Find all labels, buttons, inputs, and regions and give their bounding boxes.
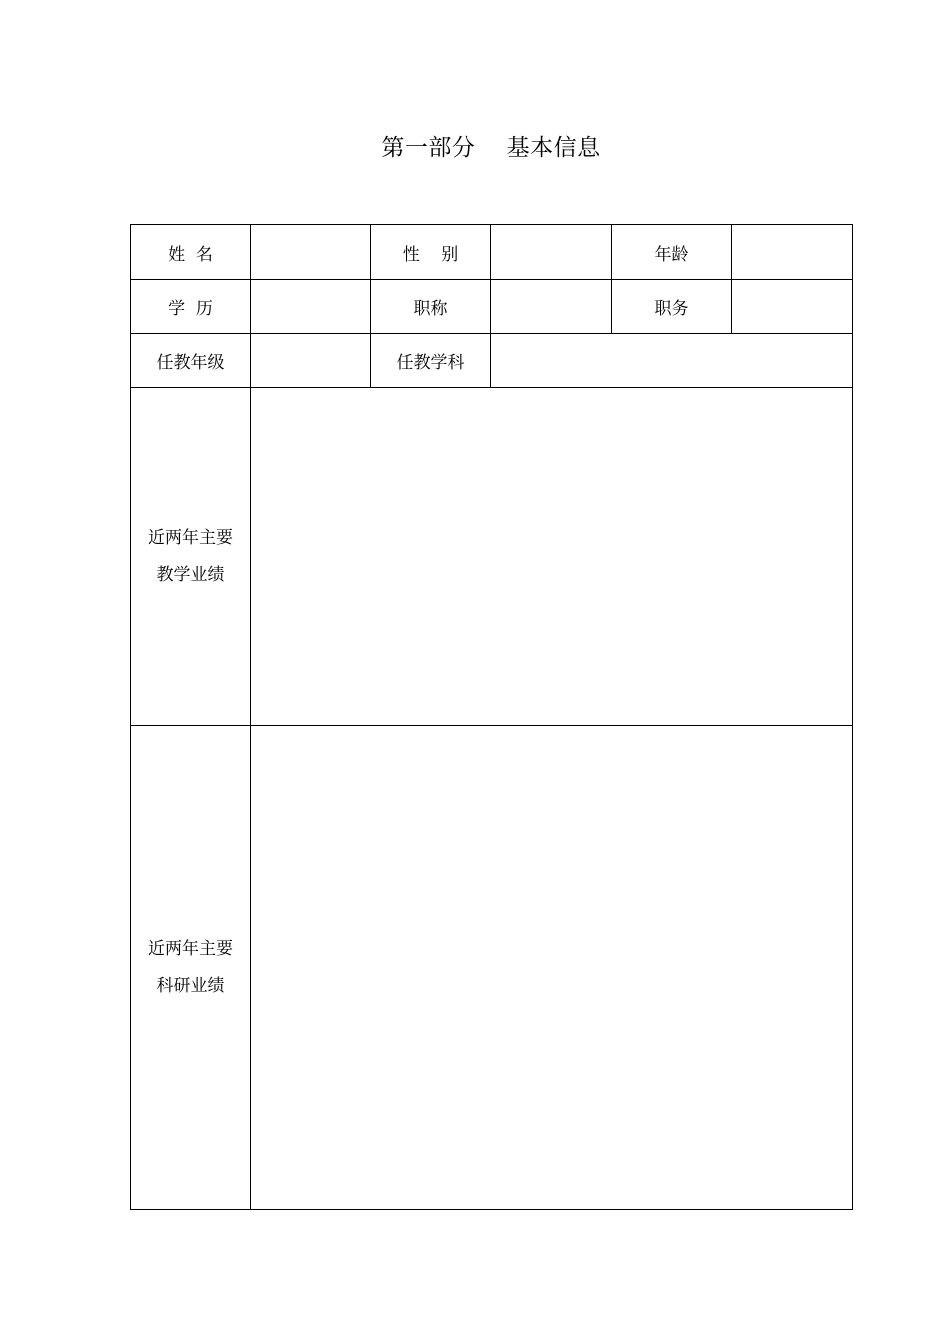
name-label: 姓 名 bbox=[131, 225, 251, 280]
teaching-achievements-field[interactable] bbox=[251, 388, 853, 726]
teaching-achievements-label bbox=[131, 388, 251, 726]
table-row bbox=[131, 726, 853, 1210]
age-label: 年龄 bbox=[612, 225, 732, 280]
gender-field[interactable] bbox=[491, 225, 612, 280]
research-achievements-label-line1: 近两年主要 bbox=[148, 938, 233, 959]
teaching-subject-field[interactable] bbox=[491, 334, 853, 388]
education-field[interactable] bbox=[251, 280, 371, 334]
research-achievements-field[interactable] bbox=[251, 726, 853, 1210]
position-field[interactable] bbox=[732, 280, 853, 334]
teaching-achievements-label-line1: 近两年主要 bbox=[148, 527, 233, 548]
professional-title-label: 职称 bbox=[371, 280, 491, 334]
page-title: 第一部分 基本信息 bbox=[381, 135, 601, 161]
teaching-subject-label: 任教学科 bbox=[371, 334, 491, 388]
table-row bbox=[131, 334, 853, 388]
gender-label: 性 别 bbox=[371, 225, 491, 280]
professional-title-field[interactable] bbox=[491, 280, 612, 334]
teaching-grade-field[interactable] bbox=[251, 334, 371, 388]
teaching-grade-label: 任教年级 bbox=[131, 334, 251, 388]
research-achievements-label-line2: 科研业绩 bbox=[156, 975, 225, 996]
research-achievements-label bbox=[131, 726, 251, 1210]
education-label: 学 历 bbox=[131, 280, 251, 334]
table-row bbox=[131, 388, 853, 726]
basic-info-table bbox=[130, 224, 853, 1210]
name-field[interactable] bbox=[251, 225, 371, 280]
position-label: 职务 bbox=[612, 280, 732, 334]
table-row bbox=[131, 225, 853, 280]
table-row bbox=[131, 280, 853, 334]
age-field[interactable] bbox=[732, 225, 853, 280]
teaching-achievements-label-line2: 教学业绩 bbox=[156, 564, 225, 585]
